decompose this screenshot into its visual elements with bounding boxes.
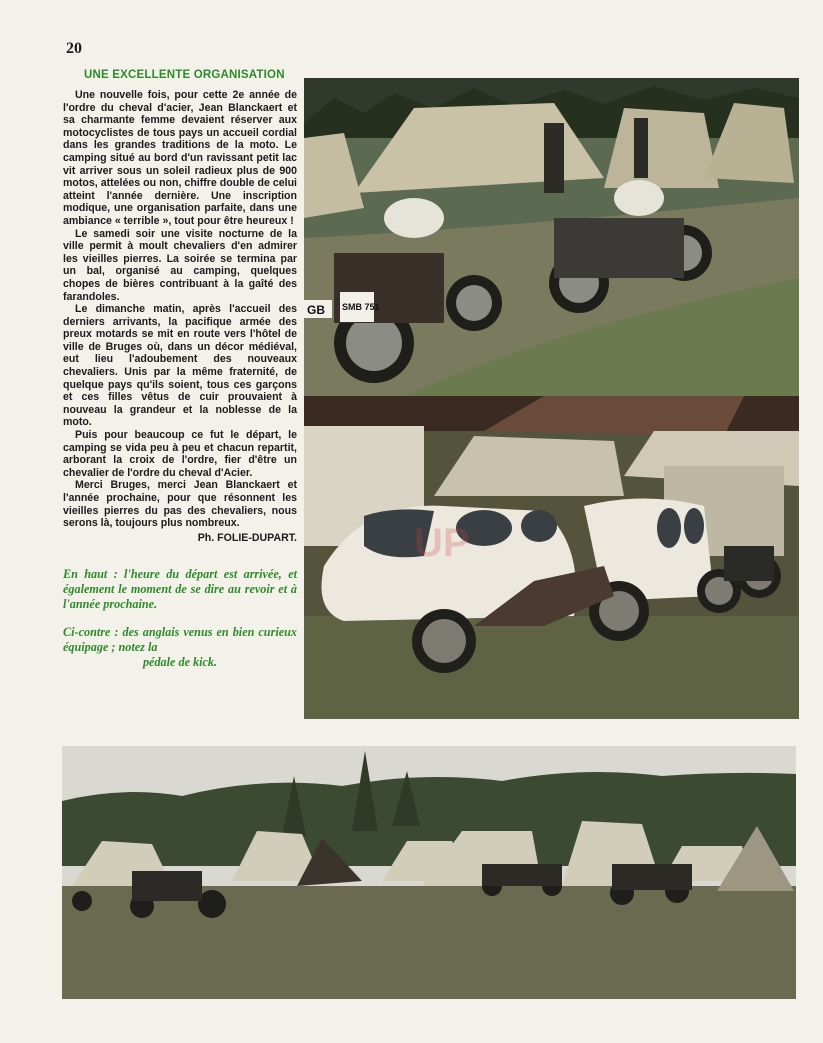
article-paragraph: Le samedi soir une visite nocturne de la ville permit à moult chevaliers d'en admirer les vieilles pierres. La soirée se termina par un bal, organisé au camping, quelques chopes de bières contribuant à la gaîté des farandoles. [63, 227, 297, 303]
photo-sidecars [304, 396, 799, 719]
caption-side-end: pédale de kick. [142, 655, 218, 669]
article-paragraph: Une nouvelle fois, pour cette 2e année de l'ordre du cheval d'acier, Jean Blanckaert et sa charmante femme devaient réserver aux motocyclistes de tous pays un accueil cordial dans les grandes traditions de la moto. Le camping situé au bord d'un ravissant petit lac vit arriver sous un soleil radieux plus de 900 motos, attelées ou non, chiffre double de celui atteint l'année dernière. Une inscription modique, une organisation parfaite, dans une ambiance « terrible », tout pour être heureux ! [63, 89, 297, 227]
article-paragraph: Puis pour beaucoup ce fut le départ, le camping se vida peu à peu et chacun repartit, arborant la croix de l'ordre, fier d'être un chevalier de l'ordre du cheval d'Acier. [63, 429, 297, 479]
caption-side-text: Ci-contre : des anglais venus en bien curieux équipage ; notez la [63, 625, 297, 654]
article-paragraph: Merci Bruges, merci Jean Blanckaert et l'année prochaine, pour que résonnent les vieilles pierres du pas des chevaliers, nous serons là, toujours plus nombreux. [63, 479, 297, 530]
photo-campsite [62, 746, 796, 999]
article-paragraph: Le dimanche matin, après l'accueil des derniers arrivants, la pacifique armée des preux motards se mit en route vers l'hôtel de ville de Bruges où, dans un décor médiéval, eut lieu l'adoubement des nouveaux chevaliers. Unis par la même fraternité, de quelque pays qu'ils soient, tous ces garçons et ces filles vêtus de cuir prouvaient à nouveau la grandeur et la noblesse de la moto. [63, 303, 297, 429]
article-title: UNE EXCELLENTE ORGANISATION [84, 69, 285, 81]
photo-watermark: UP [414, 521, 470, 565]
caption-side [63, 625, 297, 670]
article-signature: Ph. FOLIE-DUPART. [197, 531, 297, 544]
photo-plate-smb: SMB 751 [342, 302, 380, 312]
page-number: 20 [66, 40, 82, 57]
photo-departure [304, 78, 799, 396]
caption-top: En haut : l'heure du départ est arrivée, et également le moment de se dire au revoir et à l'année prochaine. [63, 567, 297, 611]
photo-plate-gb: GB [307, 303, 325, 317]
article-body [63, 89, 297, 544]
